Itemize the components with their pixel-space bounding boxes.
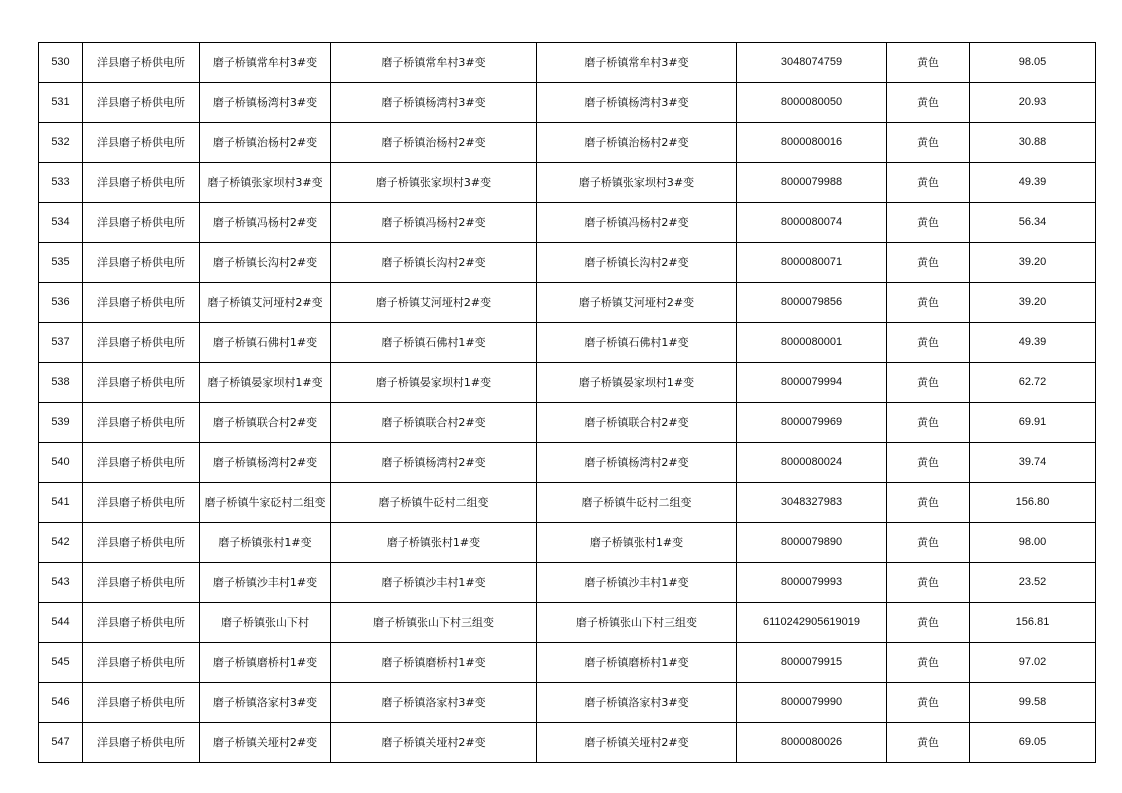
value-cell: 62.72 [970, 363, 1096, 403]
line-name-cell: 磨子桥镇艾河垭村2#变 [331, 283, 537, 323]
asset-code-cell: 8000080001 [737, 323, 887, 363]
table-row [39, 683, 1096, 723]
table-row [39, 603, 1096, 643]
warning-level-cell: 黄色 [887, 643, 970, 683]
row-number-cell: 531 [39, 83, 83, 123]
warning-level-cell: 黄色 [887, 683, 970, 723]
value-cell: 39.20 [970, 283, 1096, 323]
station-name-cell: 磨子桥镇张家坝村3#变 [537, 163, 737, 203]
line-name-cell: 磨子桥镇晏家坝村1#变 [331, 363, 537, 403]
warning-level-cell: 黄色 [887, 323, 970, 363]
station-name-cell: 磨子桥镇杨湾村2#变 [537, 443, 737, 483]
line-name-cell: 磨子桥镇长沟村2#变 [331, 243, 537, 283]
station-name-cell: 磨子桥镇石佛村1#变 [537, 323, 737, 363]
value-cell: 20.93 [970, 83, 1096, 123]
line-name-cell: 磨子桥镇磨桥村1#变 [331, 643, 537, 683]
asset-code-cell: 8000080071 [737, 243, 887, 283]
unit-cell: 洋县磨子桥供电所 [83, 723, 200, 763]
table-body [39, 43, 1096, 763]
warning-level-cell: 黄色 [887, 403, 970, 443]
warning-level-cell: 黄色 [887, 563, 970, 603]
table-row [39, 203, 1096, 243]
table-row [39, 123, 1096, 163]
value-cell: 156.81 [970, 603, 1096, 643]
value-cell: 99.58 [970, 683, 1096, 723]
line-name-cell: 磨子桥镇联合村2#变 [331, 403, 537, 443]
station-name-cell: 磨子桥镇常牟村3#变 [537, 43, 737, 83]
table-row [39, 443, 1096, 483]
unit-cell: 洋县磨子桥供电所 [83, 83, 200, 123]
row-number-cell: 534 [39, 203, 83, 243]
table-row [39, 363, 1096, 403]
value-cell: 156.80 [970, 483, 1096, 523]
row-number-cell: 540 [39, 443, 83, 483]
asset-code-cell: 8000079994 [737, 363, 887, 403]
table-row [39, 163, 1096, 203]
station-name-cell: 磨子桥镇晏家坝村1#变 [537, 363, 737, 403]
unit-cell: 洋县磨子桥供电所 [83, 43, 200, 83]
transformer-name-cell: 磨子桥镇晏家坝村1#变 [200, 363, 331, 403]
asset-code-cell: 3048074759 [737, 43, 887, 83]
unit-cell: 洋县磨子桥供电所 [83, 363, 200, 403]
transformer-name-cell: 磨子桥镇长沟村2#变 [200, 243, 331, 283]
value-cell: 69.91 [970, 403, 1096, 443]
row-number-cell: 530 [39, 43, 83, 83]
unit-cell: 洋县磨子桥供电所 [83, 683, 200, 723]
row-number-cell: 533 [39, 163, 83, 203]
row-number-cell: 545 [39, 643, 83, 683]
station-name-cell: 磨子桥镇洛家村3#变 [537, 683, 737, 723]
transformer-name-cell: 磨子桥镇杨湾村2#变 [200, 443, 331, 483]
warning-level-cell: 黄色 [887, 203, 970, 243]
table-row [39, 323, 1096, 363]
table-row [39, 43, 1096, 83]
unit-cell: 洋县磨子桥供电所 [83, 523, 200, 563]
warning-level-cell: 黄色 [887, 43, 970, 83]
table-row [39, 523, 1096, 563]
warning-level-cell: 黄色 [887, 603, 970, 643]
line-name-cell: 磨子桥镇张家坝村3#变 [331, 163, 537, 203]
row-number-cell: 535 [39, 243, 83, 283]
unit-cell: 洋县磨子桥供电所 [83, 563, 200, 603]
asset-code-cell: 8000079890 [737, 523, 887, 563]
asset-code-cell: 8000080074 [737, 203, 887, 243]
table-row [39, 83, 1096, 123]
value-cell: 30.88 [970, 123, 1096, 163]
asset-code-cell: 3048327983 [737, 483, 887, 523]
unit-cell: 洋县磨子桥供电所 [83, 163, 200, 203]
table-row [39, 723, 1096, 763]
station-name-cell: 磨子桥镇磨桥村1#变 [537, 643, 737, 683]
unit-cell: 洋县磨子桥供电所 [83, 403, 200, 443]
station-name-cell: 磨子桥镇长沟村2#变 [537, 243, 737, 283]
asset-code-cell: 6110242905619019 [737, 603, 887, 643]
unit-cell: 洋县磨子桥供电所 [83, 323, 200, 363]
row-number-cell: 536 [39, 283, 83, 323]
line-name-cell: 磨子桥镇杨湾村2#变 [331, 443, 537, 483]
value-cell: 23.52 [970, 563, 1096, 603]
station-name-cell: 磨子桥镇治杨村2#变 [537, 123, 737, 163]
table-row [39, 563, 1096, 603]
value-cell: 56.34 [970, 203, 1096, 243]
transformer-name-cell: 磨子桥镇张村1#变 [200, 523, 331, 563]
warning-level-cell: 黄色 [887, 363, 970, 403]
transformer-name-cell: 磨子桥镇张山下村 [200, 603, 331, 643]
transformer-name-cell: 磨子桥镇磨桥村1#变 [200, 643, 331, 683]
transformer-name-cell: 磨子桥镇治杨村2#变 [200, 123, 331, 163]
station-name-cell: 磨子桥镇关垭村2#变 [537, 723, 737, 763]
row-number-cell: 546 [39, 683, 83, 723]
warning-level-cell: 黄色 [887, 283, 970, 323]
line-name-cell: 磨子桥镇常牟村3#变 [331, 43, 537, 83]
warning-level-cell: 黄色 [887, 243, 970, 283]
row-number-cell: 538 [39, 363, 83, 403]
asset-code-cell: 8000079990 [737, 683, 887, 723]
asset-code-cell: 8000079988 [737, 163, 887, 203]
warning-level-cell: 黄色 [887, 523, 970, 563]
unit-cell: 洋县磨子桥供电所 [83, 123, 200, 163]
value-cell: 39.20 [970, 243, 1096, 283]
row-number-cell: 544 [39, 603, 83, 643]
value-cell: 69.05 [970, 723, 1096, 763]
transformer-name-cell: 磨子桥镇联合村2#变 [200, 403, 331, 443]
row-number-cell: 547 [39, 723, 83, 763]
line-name-cell: 磨子桥镇关垭村2#变 [331, 723, 537, 763]
asset-code-cell: 8000080016 [737, 123, 887, 163]
unit-cell: 洋县磨子桥供电所 [83, 603, 200, 643]
row-number-cell: 543 [39, 563, 83, 603]
value-cell: 97.02 [970, 643, 1096, 683]
line-name-cell: 磨子桥镇牛砭村二组变 [331, 483, 537, 523]
unit-cell: 洋县磨子桥供电所 [83, 243, 200, 283]
table-row [39, 403, 1096, 443]
transformer-name-cell: 磨子桥镇牛家砭村二组变 [200, 483, 331, 523]
table-row [39, 283, 1096, 323]
line-name-cell: 磨子桥镇张山下村三组变 [331, 603, 537, 643]
value-cell: 49.39 [970, 163, 1096, 203]
warning-level-cell: 黄色 [887, 443, 970, 483]
transformer-name-cell: 磨子桥镇常牟村3#变 [200, 43, 331, 83]
row-number-cell: 539 [39, 403, 83, 443]
station-name-cell: 磨子桥镇联合村2#变 [537, 403, 737, 443]
line-name-cell: 磨子桥镇石佛村1#变 [331, 323, 537, 363]
value-cell: 98.00 [970, 523, 1096, 563]
value-cell: 98.05 [970, 43, 1096, 83]
warning-level-cell: 黄色 [887, 123, 970, 163]
row-number-cell: 542 [39, 523, 83, 563]
value-cell: 39.74 [970, 443, 1096, 483]
row-number-cell: 541 [39, 483, 83, 523]
line-name-cell: 磨子桥镇治杨村2#变 [331, 123, 537, 163]
warning-level-cell: 黄色 [887, 163, 970, 203]
station-name-cell: 磨子桥镇牛砭村二组变 [537, 483, 737, 523]
transformer-name-cell: 磨子桥镇艾河垭村2#变 [200, 283, 331, 323]
table-row [39, 643, 1096, 683]
transformer-name-cell: 磨子桥镇张家坝村3#变 [200, 163, 331, 203]
unit-cell: 洋县磨子桥供电所 [83, 483, 200, 523]
asset-code-cell: 8000080050 [737, 83, 887, 123]
line-name-cell: 磨子桥镇杨湾村3#变 [331, 83, 537, 123]
station-name-cell: 磨子桥镇张村1#变 [537, 523, 737, 563]
asset-code-cell: 8000080026 [737, 723, 887, 763]
asset-code-cell: 8000079856 [737, 283, 887, 323]
warning-level-cell: 黄色 [887, 723, 970, 763]
line-name-cell: 磨子桥镇沙丰村1#变 [331, 563, 537, 603]
unit-cell: 洋县磨子桥供电所 [83, 203, 200, 243]
row-number-cell: 537 [39, 323, 83, 363]
unit-cell: 洋县磨子桥供电所 [83, 643, 200, 683]
station-name-cell: 磨子桥镇沙丰村1#变 [537, 563, 737, 603]
warning-level-cell: 黄色 [887, 83, 970, 123]
asset-code-cell: 8000080024 [737, 443, 887, 483]
transformer-name-cell: 磨子桥镇沙丰村1#变 [200, 563, 331, 603]
warning-level-cell: 黄色 [887, 483, 970, 523]
unit-cell: 洋县磨子桥供电所 [83, 283, 200, 323]
value-cell: 49.39 [970, 323, 1096, 363]
asset-code-cell: 8000079915 [737, 643, 887, 683]
table-row [39, 243, 1096, 283]
data-sheet [38, 42, 1096, 763]
station-name-cell: 磨子桥镇艾河垭村2#变 [537, 283, 737, 323]
unit-cell: 洋县磨子桥供电所 [83, 443, 200, 483]
transformer-name-cell: 磨子桥镇洛家村3#变 [200, 683, 331, 723]
line-name-cell: 磨子桥镇洛家村3#变 [331, 683, 537, 723]
transformer-name-cell: 磨子桥镇石佛村1#变 [200, 323, 331, 363]
asset-code-cell: 8000079993 [737, 563, 887, 603]
table-row [39, 483, 1096, 523]
row-number-cell: 532 [39, 123, 83, 163]
asset-code-cell: 8000079969 [737, 403, 887, 443]
line-name-cell: 磨子桥镇张村1#变 [331, 523, 537, 563]
line-name-cell: 磨子桥镇冯杨村2#变 [331, 203, 537, 243]
transformer-name-cell: 磨子桥镇冯杨村2#变 [200, 203, 331, 243]
transformer-table [38, 42, 1096, 763]
station-name-cell: 磨子桥镇冯杨村2#变 [537, 203, 737, 243]
transformer-name-cell: 磨子桥镇杨湾村3#变 [200, 83, 331, 123]
transformer-name-cell: 磨子桥镇关垭村2#变 [200, 723, 331, 763]
station-name-cell: 磨子桥镇杨湾村3#变 [537, 83, 737, 123]
station-name-cell: 磨子桥镇张山下村三组变 [537, 603, 737, 643]
